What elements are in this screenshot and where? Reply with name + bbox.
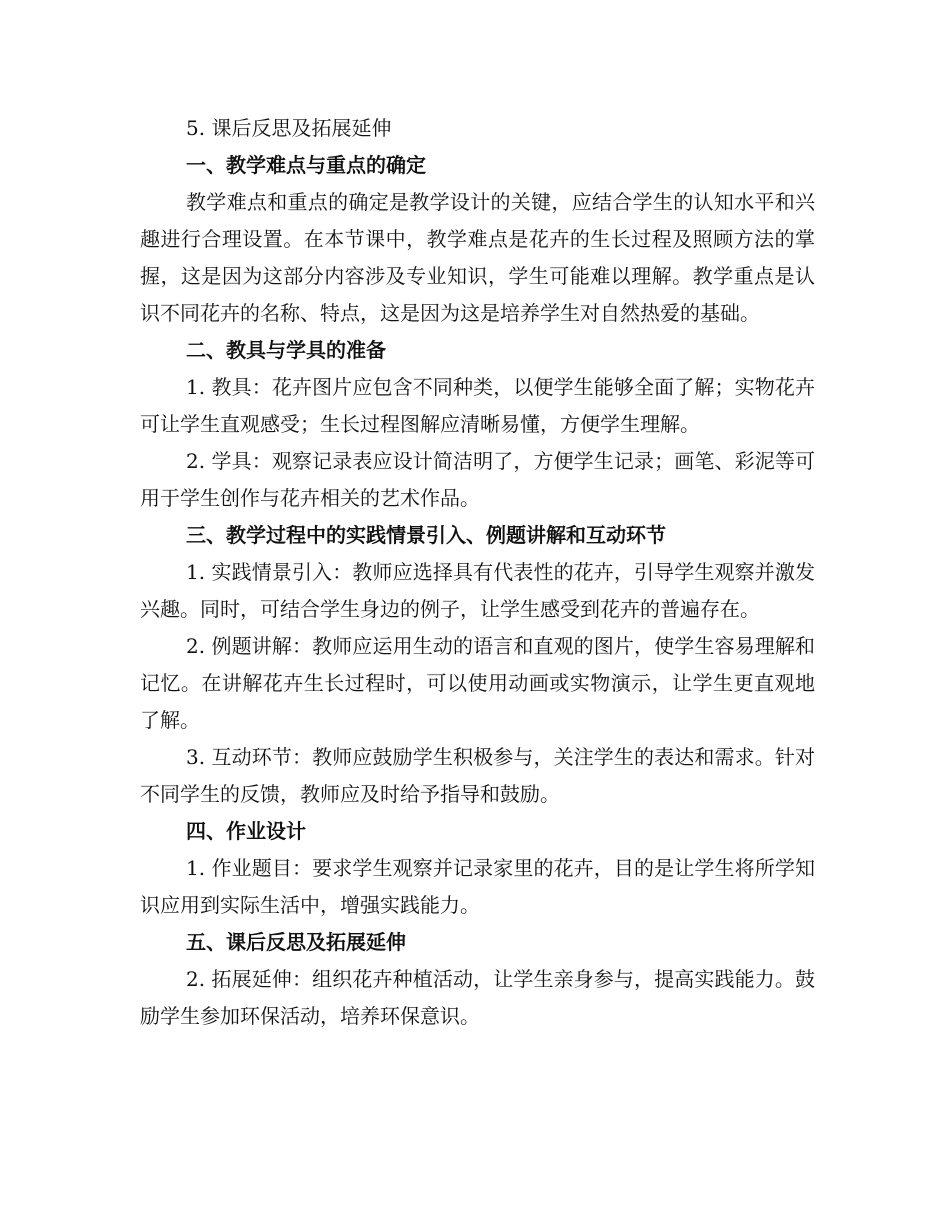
section-heading-2: 二、教具与学具的准备 xyxy=(186,338,386,362)
section-4-paragraph-1: 1. 作业题目：要求学生观察并记录家里的花卉，目的是让学生将所学知识应用到实际生活中，增强实践能力。 xyxy=(140,856,815,917)
section-3-paragraph-2: 2. 例题讲解：教师应运用生动的语言和直观的图片，使学生容易理解和记忆。在讲解花卉生长过程时，可以使用动画或实物演示，让学生更直观地了解。 xyxy=(140,634,815,732)
section-2-paragraph-2: 2. 学具：观察记录表应设计简洁明了，方便学生记录；画笔、彩泥等可用于学生创作与花卉相关的艺术作品。 xyxy=(140,449,815,510)
section-heading-4: 四、作业设计 xyxy=(186,819,306,843)
intro-item: 5. 课后反思及拓展延伸 xyxy=(186,116,392,140)
document-body xyxy=(140,110,815,1035)
section-1-paragraph-1: 教学难点和重点的确定是教学设计的关键，应结合学生的认知水平和兴趣进行合理设置。在本节课中，教学难点是花卉的生长过程及照顾方法的掌握，这是因为这部分内容涉及专业知识，学生可能难以理解。教学重点是认识不同花卉的名称、特点，这是因为这是培养学生对自然热爱的基础。 xyxy=(140,190,815,325)
section-5-paragraph-1: 2. 拓展延伸：组织花卉种植活动，让学生亲身参与，提高实践能力。鼓励学生参加环保活动，培养环保意识。 xyxy=(140,967,815,1028)
section-heading-3: 三、教学过程中的实践情景引入、例题讲解和互动环节 xyxy=(186,523,666,547)
section-3-paragraph-3: 3. 互动环节：教师应鼓励学生积极参与，关注学生的表达和需求。针对不同学生的反馈，教师应及时给予指导和鼓励。 xyxy=(140,745,815,806)
section-2-paragraph-1: 1. 教具：花卉图片应包含不同种类，以便学生能够全面了解；实物花卉可让学生直观感受；生长过程图解应清晰易懂，方便学生理解。 xyxy=(140,375,815,436)
section-3-paragraph-1: 1. 实践情景引入：教师应选择具有代表性的花卉，引导学生观察并激发兴趣。同时，可结合学生身边的例子，让学生感受到花卉的普遍存在。 xyxy=(140,560,815,621)
section-heading-1: 一、教学难点与重点的确定 xyxy=(186,153,426,177)
section-heading-5: 五、课后反思及拓展延伸 xyxy=(186,930,406,954)
